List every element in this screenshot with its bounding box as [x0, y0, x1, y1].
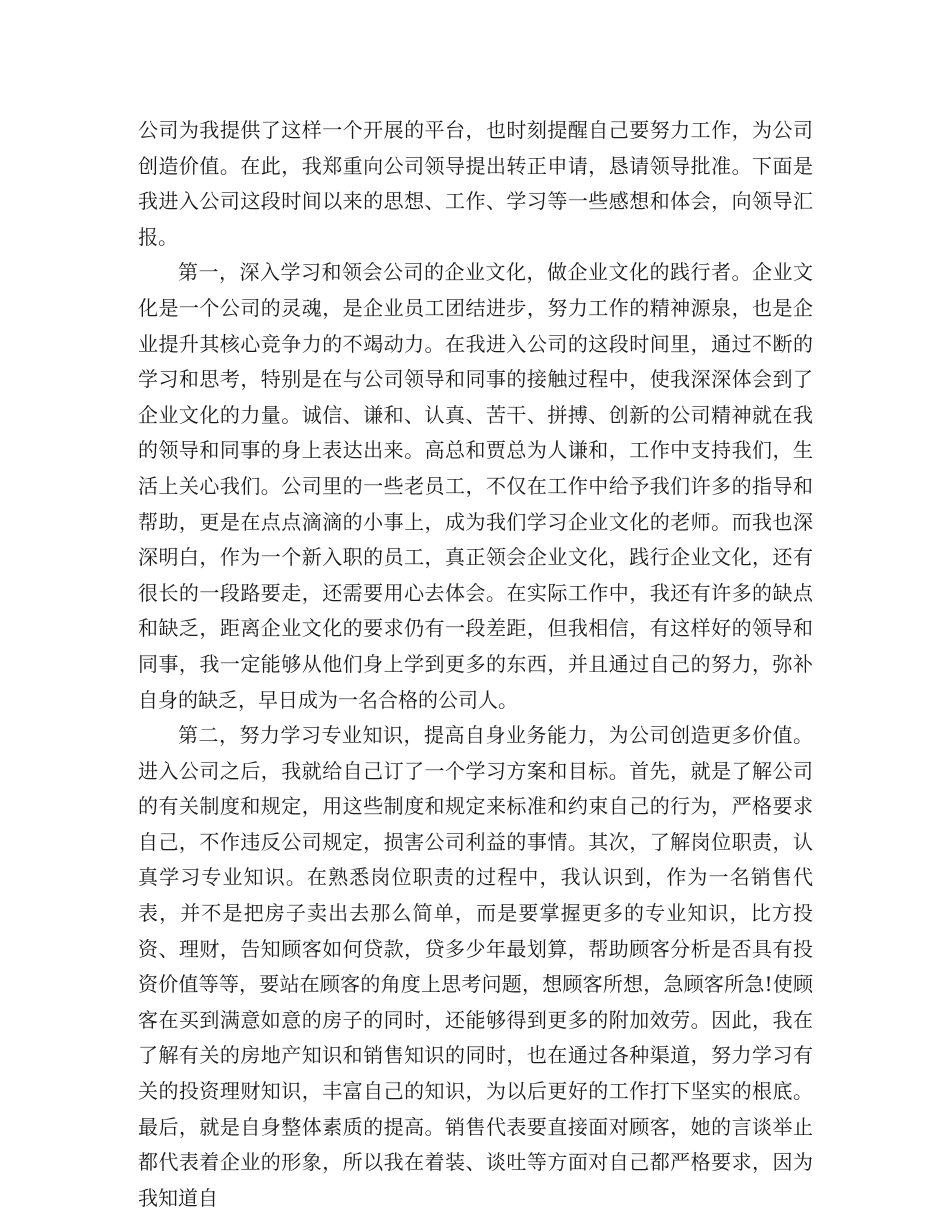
paragraph-corporate-culture: 第一，深入学习和领会公司的企业文化，做企业文化的践行者。企业文化是一个公司的灵魂，是企业员工团结进步，努力工作的精神源泉，也是企业提升其核心竞争力的不竭动力。在我进入公司的这段时间里，通过不断的学习和思考，特别是在与公司领导和同事的接触过程中，使我深深体会到了企业文化的力量。诚信、谦和、认真、苦干、拼搏、创新的公司精神就在我的领导和同事的身上表达出来。高总和贾总为人谦和，工作中支持我们，生活上关心我们。公司里的一些老员工，不仅在工作中给予我们许多的指导和帮助，更是在点点滴滴的小事上，成为我们学习企业文化的老师。而我也深深明白，作为一个新入职的员工，真正领会企业文化，践行企业文化，还有很长的一段路要走，还需要用心去体会。在实际工作中，我还有许多的缺点和缺乏，距离企业文化的要求仍有一段差距，但我相信，有这样好的领导和同事，我一定能够从他们身上学到更多的东西，并且通过自己的努力，弥补自身的缺乏，早日成为一名合格的公司人。	[138, 260, 813, 712]
paragraph-continuation: 公司为我提供了这样一个开展的平台，也时刻提醒自己要努力工作，为公司创造价值。在此，我郑重向公司领导提出转正申请，恳请领导批准。下面是我进入公司这段时间以来的思想、工作、学习等一些感想和体会，向领导汇报。	[138, 118, 813, 249]
document-body	[138, 113, 813, 1216]
paragraph-professional-knowledge: 第二，努力学习专业知识，提高自身业务能力，为公司创造更多价值。进入公司之后，我就给自己订了一个学习方案和目标。首先，就是了解公司的有关制度和规定，用这些制度和规定来标准和约束自己的行为，严格要求自己，不作违反公司规定，损害公司利益的事情。其次，了解岗位职责，认真学习专业知识。在熟悉岗位职责的过程中，我认识到，作为一名销售代表，并不是把房子卖出去那么简单，而是要掌握更多的专业知识，比方投资、理财，告知顾客如何贷款，贷多少年最划算，帮助顾客分析是否具有投资价值等等，要站在顾客的角度上思考问题，想顾客所想，急顾客所急!使顾客在买到满意如意的房子的同时，还能够得到更多的附加效劳。因此，我在了解有关的房地产知识和销售知识的同时，也在通过各种渠道，努力学习有关的投资理财知识，丰富自己的知识，为以后更好的工作打下坚实的根底。最后，就是自身整体素质的提高。销售代表要直接面对顾客，她的言谈举止都代表着企业的形象，所以我在着装、谈吐等方面对自己都严格要求，因为我知道自	[138, 723, 813, 1210]
